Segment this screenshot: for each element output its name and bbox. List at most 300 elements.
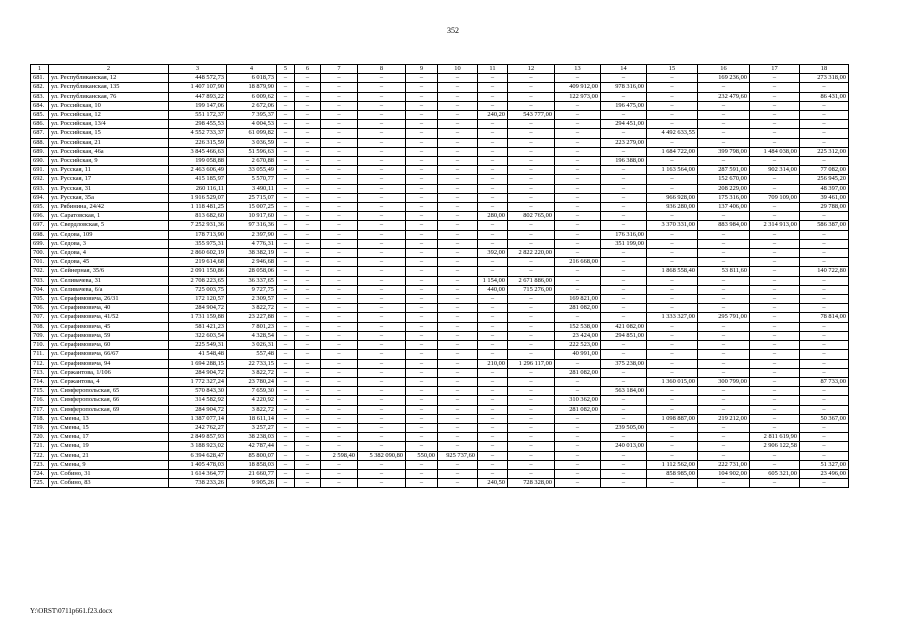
table-row <box>31 249 849 258</box>
table-cell: 721. <box>31 442 49 451</box>
table-cell: – <box>647 249 698 258</box>
table-cell: – <box>277 120 295 129</box>
table-cell: – <box>508 147 555 156</box>
table-cell: – <box>601 175 647 184</box>
table-cell: – <box>277 258 295 267</box>
table-cell: 122 973,00 <box>555 92 601 101</box>
table-cell: – <box>750 203 800 212</box>
table-cell: – <box>478 129 508 138</box>
table-cell: – <box>555 111 601 120</box>
table-row <box>31 120 849 129</box>
table-cell: 687. <box>31 129 49 138</box>
table-cell: – <box>698 157 750 166</box>
table-cell: – <box>647 423 698 432</box>
table-cell: 703. <box>31 276 49 285</box>
table-cell: 284 904,72 <box>169 368 227 377</box>
table-cell: 294 851,00 <box>601 331 647 340</box>
table-cell: – <box>555 166 601 175</box>
table-row <box>31 396 849 405</box>
table-cell: – <box>647 258 698 267</box>
table-cell: ул. Серафимовича, 94 <box>49 359 169 368</box>
table-cell: – <box>750 249 800 258</box>
table-cell: – <box>438 212 478 221</box>
table-cell: – <box>647 239 698 248</box>
table-cell: – <box>321 101 358 110</box>
table-cell: – <box>601 212 647 221</box>
table-cell: – <box>438 423 478 432</box>
table-row <box>31 203 849 212</box>
table-cell: – <box>277 442 295 451</box>
table-cell: – <box>555 193 601 202</box>
table-cell: – <box>295 147 321 156</box>
table-cell: – <box>601 341 647 350</box>
table-cell: – <box>750 101 800 110</box>
table-cell: 40 991,00 <box>555 350 601 359</box>
table-cell: – <box>277 221 295 230</box>
table-cell: – <box>508 313 555 322</box>
table-cell: – <box>358 74 406 83</box>
table-cell: 351 199,00 <box>601 239 647 248</box>
table-cell: 718. <box>31 414 49 423</box>
table-row <box>31 313 849 322</box>
table-cell: – <box>438 469 478 478</box>
table-cell: 704. <box>31 285 49 294</box>
table-cell: – <box>750 295 800 304</box>
table-cell: 716. <box>31 396 49 405</box>
table-cell: – <box>438 359 478 368</box>
table-row <box>31 377 849 386</box>
table-cell: – <box>698 387 750 396</box>
table-cell: – <box>478 193 508 202</box>
table-cell: 208 229,00 <box>698 184 750 193</box>
table-row <box>31 92 849 101</box>
table-cell: 210,00 <box>478 359 508 368</box>
table-cell: – <box>698 322 750 331</box>
table-cell: 399 798,00 <box>698 147 750 156</box>
table-cell: 169 821,00 <box>555 295 601 304</box>
table-cell: 415 185,97 <box>169 175 227 184</box>
table-cell: – <box>406 166 438 175</box>
table-cell: – <box>750 368 800 377</box>
table-cell: – <box>277 239 295 248</box>
table-cell: – <box>478 120 508 129</box>
table-cell: – <box>647 359 698 368</box>
table-cell: 260 116,11 <box>169 184 227 193</box>
table-cell: 152 670,00 <box>698 175 750 184</box>
table-cell: – <box>321 221 358 230</box>
table-cell: 295 791,00 <box>698 313 750 322</box>
table-cell: – <box>277 92 295 101</box>
table-cell: – <box>750 83 800 92</box>
table-cell: – <box>321 276 358 285</box>
table-cell: – <box>601 460 647 469</box>
table-cell: – <box>277 267 295 276</box>
table-cell: 29 788,00 <box>800 203 849 212</box>
table-cell: 256 945,20 <box>800 175 849 184</box>
table-cell: 581 421,23 <box>169 322 227 331</box>
table-cell: – <box>800 304 849 313</box>
column-header: 12 <box>508 65 555 74</box>
table-cell: – <box>601 433 647 442</box>
table-cell: ул. Собино, 31 <box>49 469 169 478</box>
table-cell: – <box>478 350 508 359</box>
table-cell: 563 184,00 <box>601 387 647 396</box>
column-header: 15 <box>647 65 698 74</box>
table-cell: – <box>406 433 438 442</box>
table-cell: – <box>438 377 478 386</box>
table-cell: 5 382 090,80 <box>358 451 406 460</box>
table-cell: – <box>555 442 601 451</box>
table-cell: 706. <box>31 304 49 313</box>
table-cell: 4 552 733,37 <box>169 129 227 138</box>
table-cell: – <box>750 423 800 432</box>
table-cell: – <box>508 414 555 423</box>
table-cell: – <box>277 203 295 212</box>
table-cell: – <box>601 276 647 285</box>
table-cell: 216 668,00 <box>555 258 601 267</box>
table-cell: 273 318,00 <box>800 74 849 83</box>
table-cell: – <box>698 239 750 248</box>
table-cell: – <box>438 295 478 304</box>
table-cell: ул. Русская, 17 <box>49 175 169 184</box>
table-cell: 7 395,37 <box>227 111 277 120</box>
table-cell: 688. <box>31 138 49 147</box>
table-cell: – <box>800 258 849 267</box>
table-cell: – <box>321 92 358 101</box>
table-cell: – <box>277 304 295 313</box>
table-cell: – <box>800 396 849 405</box>
table-row <box>31 304 849 313</box>
table-cell: – <box>438 239 478 248</box>
table-cell: – <box>800 101 849 110</box>
table-cell: – <box>698 479 750 488</box>
page-number: 352 <box>447 26 459 35</box>
table-cell: – <box>358 230 406 239</box>
table-cell: – <box>321 304 358 313</box>
table-cell: – <box>358 377 406 386</box>
table-cell: 2 598,40 <box>321 451 358 460</box>
table-row <box>31 129 849 138</box>
table-cell: 723. <box>31 460 49 469</box>
table-cell: ул. Смены, 19 <box>49 442 169 451</box>
table-cell: 421 082,00 <box>601 322 647 331</box>
table-cell: – <box>406 249 438 258</box>
table-cell: 222 731,00 <box>698 460 750 469</box>
table-cell: – <box>508 83 555 92</box>
table-cell: 2 860 602,19 <box>169 249 227 258</box>
table-cell: 104 902,00 <box>698 469 750 478</box>
table-cell: – <box>647 138 698 147</box>
table-row <box>31 433 849 442</box>
table-cell: – <box>295 368 321 377</box>
table-cell: ул. Саратовская, 1 <box>49 212 169 221</box>
column-header: 3 <box>169 65 227 74</box>
table-cell: 2 672,06 <box>227 101 277 110</box>
table-cell: – <box>358 423 406 432</box>
table-cell: – <box>508 230 555 239</box>
table-cell: 86 431,00 <box>800 92 849 101</box>
table-cell: – <box>358 479 406 488</box>
table-cell: – <box>478 322 508 331</box>
table-cell: – <box>601 92 647 101</box>
table-cell: – <box>277 157 295 166</box>
table-cell: – <box>647 101 698 110</box>
table-cell: – <box>601 221 647 230</box>
table-cell: 1 387 077,14 <box>169 414 227 423</box>
table-cell: – <box>647 387 698 396</box>
table-cell: – <box>277 212 295 221</box>
table-cell: – <box>277 396 295 405</box>
table-cell: 1 731 159,88 <box>169 313 227 322</box>
table-cell: – <box>295 414 321 423</box>
table-cell: 225 312,00 <box>800 147 849 156</box>
table-cell: – <box>508 387 555 396</box>
table-cell: – <box>321 157 358 166</box>
table-cell: – <box>295 295 321 304</box>
table-cell: – <box>321 138 358 147</box>
table-cell: 50 367,00 <box>800 414 849 423</box>
table-cell: – <box>438 304 478 313</box>
table-cell: – <box>555 157 601 166</box>
table-cell: 280,00 <box>478 212 508 221</box>
table-cell: 1 098 887,00 <box>647 414 698 423</box>
table-cell: – <box>295 203 321 212</box>
table-cell: 196 388,00 <box>601 157 647 166</box>
table-cell: ул. Сержантова, 4 <box>49 377 169 386</box>
table-cell: 281 082,00 <box>555 405 601 414</box>
table-cell: 178 713,90 <box>169 230 227 239</box>
table-cell: 6 009,62 <box>227 92 277 101</box>
table-cell: – <box>698 359 750 368</box>
table-cell: – <box>698 341 750 350</box>
table-cell: – <box>438 92 478 101</box>
table-cell: 284 904,72 <box>169 405 227 414</box>
table-cell: ул. Серафимовича, 45 <box>49 322 169 331</box>
table-cell: – <box>601 193 647 202</box>
table-cell: ул. Российская, 9 <box>49 157 169 166</box>
table-cell: – <box>321 83 358 92</box>
table-cell: – <box>698 396 750 405</box>
table-cell: – <box>295 138 321 147</box>
table-cell: – <box>698 285 750 294</box>
table-cell: – <box>321 295 358 304</box>
table-cell: – <box>277 184 295 193</box>
table-cell: – <box>406 184 438 193</box>
table-cell: – <box>321 230 358 239</box>
table-cell: – <box>277 295 295 304</box>
table-cell: – <box>647 111 698 120</box>
table-cell: – <box>295 83 321 92</box>
table-cell: – <box>555 460 601 469</box>
table-cell: – <box>277 405 295 414</box>
table-cell: 692. <box>31 175 49 184</box>
table-cell: – <box>750 111 800 120</box>
table-cell: – <box>800 295 849 304</box>
table-cell: – <box>601 368 647 377</box>
table-cell: – <box>478 239 508 248</box>
table-cell: – <box>406 129 438 138</box>
table-cell: – <box>647 74 698 83</box>
table-cell: 683. <box>31 92 49 101</box>
table-cell: – <box>698 212 750 221</box>
table-cell: – <box>321 460 358 469</box>
table-cell: – <box>800 230 849 239</box>
table-cell: 36 337,65 <box>227 276 277 285</box>
table-cell: 239 505,00 <box>601 423 647 432</box>
table-cell: 4 004,53 <box>227 120 277 129</box>
table-cell: – <box>438 147 478 156</box>
table-row <box>31 331 849 340</box>
table-cell: – <box>321 203 358 212</box>
table-cell: – <box>555 451 601 460</box>
table-cell: – <box>750 92 800 101</box>
table-cell: – <box>321 239 358 248</box>
table-cell: ул. Селивачева, 6/а <box>49 285 169 294</box>
table-cell: ул. Свердловская, 5 <box>49 221 169 230</box>
table-cell: – <box>555 230 601 239</box>
table-cell: 883 984,00 <box>698 221 750 230</box>
table-cell: 714. <box>31 377 49 386</box>
table-cell: – <box>358 387 406 396</box>
table-cell: – <box>647 295 698 304</box>
table-cell: 709 109,00 <box>750 193 800 202</box>
table-row <box>31 147 849 156</box>
table-cell: – <box>750 267 800 276</box>
table-cell: – <box>601 479 647 488</box>
table-cell: – <box>438 442 478 451</box>
table-cell: – <box>478 396 508 405</box>
table-row <box>31 212 849 221</box>
table-cell: – <box>295 111 321 120</box>
table-cell: – <box>277 331 295 340</box>
table-cell: 97 316,36 <box>227 221 277 230</box>
table-cell: – <box>508 101 555 110</box>
table-cell: 240,50 <box>478 479 508 488</box>
table-cell: – <box>295 322 321 331</box>
table-cell: – <box>555 138 601 147</box>
table-cell: – <box>601 414 647 423</box>
table-cell: – <box>555 175 601 184</box>
table-cell: 314 582,92 <box>169 396 227 405</box>
table-cell: 3 822,72 <box>227 405 277 414</box>
table-cell: – <box>406 157 438 166</box>
table-cell: 28 058,06 <box>227 267 277 276</box>
table-cell: 172 120,57 <box>169 295 227 304</box>
table-cell: 686. <box>31 120 49 129</box>
table-cell: – <box>358 129 406 138</box>
table-cell: – <box>406 175 438 184</box>
table-cell: 724. <box>31 469 49 478</box>
table-cell: 9 905,26 <box>227 479 277 488</box>
table-cell: – <box>647 479 698 488</box>
table-cell: – <box>555 267 601 276</box>
column-header: 2 <box>49 65 169 74</box>
table-row <box>31 414 849 423</box>
table-cell: – <box>647 442 698 451</box>
table-cell: – <box>295 331 321 340</box>
table-cell: – <box>647 396 698 405</box>
table-cell: – <box>508 74 555 83</box>
table-cell: – <box>321 184 358 193</box>
table-cell: – <box>800 157 849 166</box>
table-cell: – <box>295 442 321 451</box>
table-cell: – <box>321 350 358 359</box>
table-cell: – <box>800 111 849 120</box>
table-cell: – <box>698 230 750 239</box>
table-cell: – <box>750 304 800 313</box>
table-cell: – <box>647 92 698 101</box>
table-cell: 1 118 481,25 <box>169 203 227 212</box>
table-cell: – <box>277 285 295 294</box>
table-cell: – <box>508 258 555 267</box>
table-cell: – <box>358 120 406 129</box>
table-cell: 152 538,00 <box>555 322 601 331</box>
table-cell: 3 822,72 <box>227 368 277 377</box>
table-cell: ул. Симферопольская, 66 <box>49 396 169 405</box>
table-cell: – <box>295 249 321 258</box>
column-header: 11 <box>478 65 508 74</box>
table-cell: – <box>358 249 406 258</box>
table-cell: – <box>478 157 508 166</box>
table-cell: – <box>358 304 406 313</box>
table-cell: ул. Республиканская, 76 <box>49 92 169 101</box>
table-row <box>31 479 849 488</box>
table-cell: – <box>295 359 321 368</box>
table-cell: – <box>698 405 750 414</box>
table-cell: – <box>508 120 555 129</box>
table-cell: – <box>555 377 601 386</box>
table-cell: – <box>277 479 295 488</box>
table-cell: – <box>698 423 750 432</box>
table-cell: – <box>406 239 438 248</box>
table-cell: 738 233,26 <box>169 479 227 488</box>
table-cell: – <box>406 147 438 156</box>
table-cell: – <box>321 423 358 432</box>
table-cell: 240 013,00 <box>601 442 647 451</box>
table-cell: 586 387,00 <box>800 221 849 230</box>
table-cell: – <box>555 239 601 248</box>
table-cell: ул. Российская, 13/4 <box>49 120 169 129</box>
table-cell: – <box>277 147 295 156</box>
table-cell: – <box>438 74 478 83</box>
column-header: 17 <box>750 65 800 74</box>
table-cell: – <box>800 433 849 442</box>
table-cell: – <box>406 405 438 414</box>
table-cell: – <box>295 479 321 488</box>
table-cell: ул. Серафимовича, 60 <box>49 341 169 350</box>
table-cell: ул. Республиканская, 12 <box>49 74 169 83</box>
table-cell: – <box>277 368 295 377</box>
table-cell: – <box>478 101 508 110</box>
table-cell: – <box>508 267 555 276</box>
table-cell: – <box>277 129 295 138</box>
table-cell: – <box>438 129 478 138</box>
table-cell: – <box>750 276 800 285</box>
table-cell: – <box>555 423 601 432</box>
table-cell: – <box>750 322 800 331</box>
column-header: 10 <box>438 65 478 74</box>
table-cell: – <box>698 433 750 442</box>
table-row <box>31 285 849 294</box>
data-table <box>30 64 849 488</box>
column-header: 6 <box>295 65 321 74</box>
table-cell: – <box>750 350 800 359</box>
table-cell: 7 252 931,36 <box>169 221 227 230</box>
table-cell: ул. Смены, 17 <box>49 433 169 442</box>
table-cell: – <box>321 212 358 221</box>
table-cell: ул. Серафимовича, 41/52 <box>49 313 169 322</box>
table-cell: 18 879,90 <box>227 83 277 92</box>
